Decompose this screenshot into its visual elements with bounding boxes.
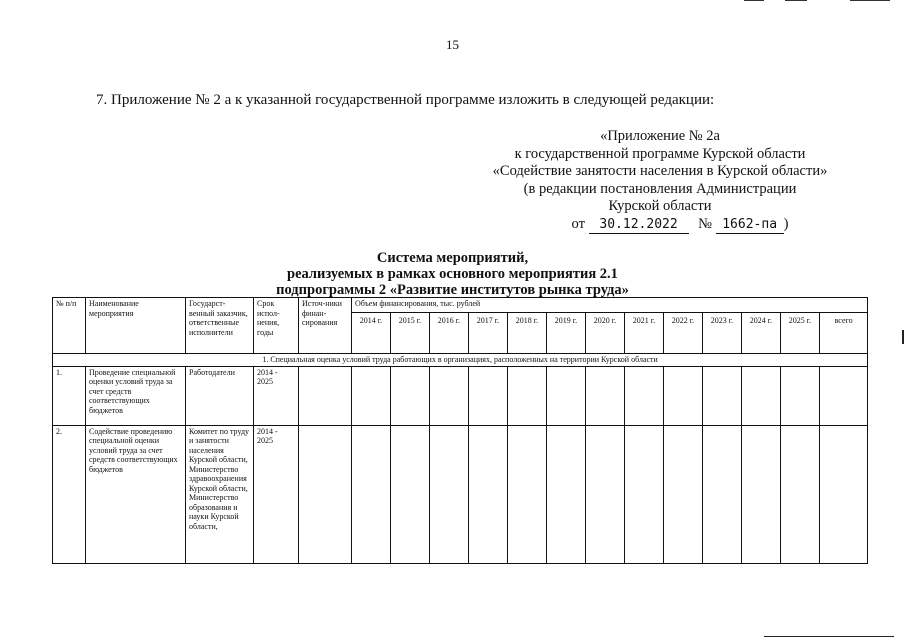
appendix-line-2: к государственной программе Курской области — [514, 145, 806, 162]
section-title: 1. Специальная оценка условий труда работающих в организациях, расположенных на территории Курской области — [53, 354, 868, 367]
closing-bracket: ) — [783, 215, 789, 232]
year-header-total: всего — [820, 313, 868, 354]
item-heading: 7. Приложение № 2 а к указанной государственной программе изложить в следующей редакции: — [96, 92, 715, 108]
header-num: № п/п — [53, 298, 86, 354]
system-title — [0, 250, 905, 298]
year-header: 2015 г. — [391, 313, 430, 354]
events-table — [52, 297, 868, 564]
section-row — [53, 354, 868, 367]
appendix-line-1: «Приложение № 2а — [600, 128, 720, 144]
empty-cell — [625, 425, 664, 563]
header-source: Источ-ники финан-сирования — [299, 298, 352, 354]
date-prefix: от — [571, 215, 585, 232]
empty-cell — [352, 366, 391, 425]
empty-cell — [703, 366, 742, 425]
appendix-line-4: (в редакции постановления Администрации — [523, 180, 797, 197]
year-header: 2023 г. — [703, 313, 742, 354]
empty-cell — [430, 366, 469, 425]
row-num: 2. — [53, 425, 86, 563]
year-header: 2021 г. — [625, 313, 664, 354]
year-header: 2016 г. — [430, 313, 469, 354]
number-value: 1662-па — [716, 216, 784, 235]
row-num: 1. — [53, 366, 86, 425]
empty-cell — [625, 366, 664, 425]
year-header: 2022 г. — [664, 313, 703, 354]
empty-cell — [547, 425, 586, 563]
header-customer: Государст-венный заказчик, ответственные исполнители — [186, 298, 254, 354]
empty-cell — [352, 425, 391, 563]
empty-cell — [508, 425, 547, 563]
empty-cell — [430, 425, 469, 563]
header-term: Срок испол-нения, годы — [254, 298, 299, 354]
year-header: 2018 г. — [508, 313, 547, 354]
empty-cell — [742, 425, 781, 563]
row-term: 2014 - 2025 — [254, 425, 299, 563]
empty-cell — [820, 425, 868, 563]
system-title-line-3: подпрограммы 2 «Развитие институтов рынка труда» — [276, 282, 629, 298]
empty-cell — [664, 425, 703, 563]
appendix-block — [470, 128, 850, 234]
year-header: 2020 г. — [586, 313, 625, 354]
number-prefix: № — [698, 215, 713, 232]
empty-cell — [781, 425, 820, 563]
empty-cell — [299, 366, 352, 425]
year-header: 2024 г. — [742, 313, 781, 354]
row-customer: Работодатели — [186, 366, 254, 425]
bottom-edge-mark — [764, 636, 894, 637]
year-header: 2017 г. — [469, 313, 508, 354]
row-term: 2014 - 2025 — [254, 366, 299, 425]
empty-cell — [664, 366, 703, 425]
empty-cell — [299, 425, 352, 563]
right-edge-mark — [902, 330, 904, 344]
empty-cell — [547, 366, 586, 425]
empty-cell — [742, 366, 781, 425]
empty-cell — [508, 366, 547, 425]
row-name: Содействие проведению специальной оценки условий труда за счет средств соответствующих бюджетов — [86, 425, 186, 563]
empty-cell — [469, 366, 508, 425]
row-name: Проведение специальной оценки условий труда за счет средств соответствующих бюджетов — [86, 366, 186, 425]
empty-cell — [781, 366, 820, 425]
year-header: 2025 г. — [781, 313, 820, 354]
empty-cell — [391, 366, 430, 425]
top-edge-marks — [0, 0, 905, 3]
header-name: Наименование мероприятия — [86, 298, 186, 354]
table-row — [53, 366, 868, 425]
empty-cell — [391, 425, 430, 563]
system-title-line-2: реализуемых в рамках основного мероприятия 2.1 — [287, 266, 618, 282]
appendix-date-line — [510, 216, 850, 235]
empty-cell — [703, 425, 742, 563]
empty-cell — [469, 425, 508, 563]
empty-cell — [586, 425, 625, 563]
date-value: 30.12.2022 — [589, 216, 689, 235]
appendix-line-3: «Содействие занятости населения в Курской области» — [492, 163, 828, 179]
header-row — [53, 298, 868, 313]
year-header: 2014 г. — [352, 313, 391, 354]
page-number: 15 — [446, 37, 459, 52]
table-row — [53, 425, 868, 563]
header-funding: Объем финансирования, тыс. рублей — [352, 298, 868, 313]
empty-cell — [586, 366, 625, 425]
empty-cell — [820, 366, 868, 425]
system-title-line-1: Система мероприятий, — [376, 250, 529, 266]
appendix-line-5: Курской области — [608, 198, 712, 214]
year-header: 2019 г. — [547, 313, 586, 354]
row-customer: Комитет по труду и занятости населения Курской области, Министерство здравоохранения Курской области, Министерство образования и науки Курской области, — [186, 425, 254, 563]
